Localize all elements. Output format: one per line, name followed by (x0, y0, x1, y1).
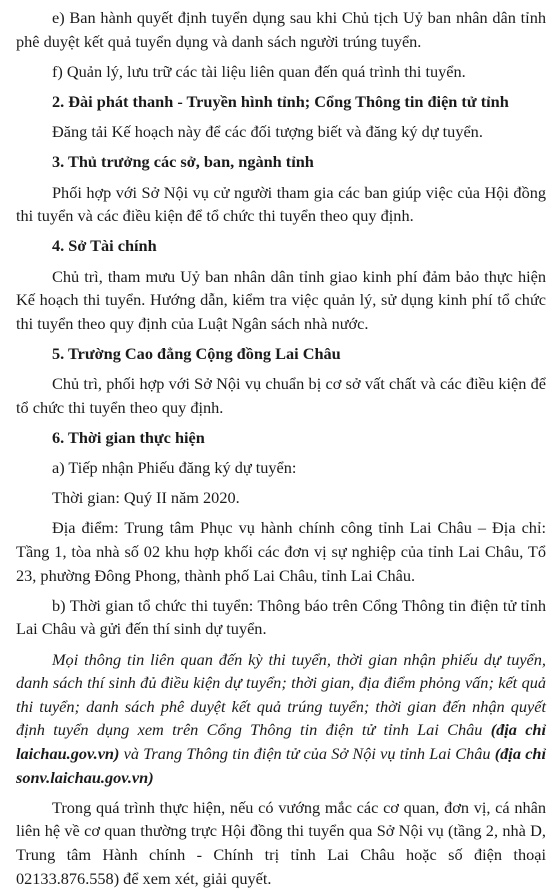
notice-link-sonv: (địa chỉ sonv.laichau.gov.vn) (16, 743, 546, 787)
paragraph-6-time: Thời gian: Quý II năm 2020. (52, 488, 240, 508)
notice-text-1: Mọi thông tin liên quan đến kỳ thi tuyển, thời gian nhận phiếu dự tuyển, danh sách thí sinh đủ điều kiện dự tuyển; thời gian, địa điểm phỏng vấn; kết quả thi tuyển; danh sách phê duyệt kết quả trúng tuyển; thời gian đến nhận quyết định tuyển dụng xem trên Cổng Thông tin điện tử tỉnh Lai Châu (16, 649, 546, 740)
paragraph-6b: b) Thời gian tổ chức thi tuyển: Thông báo trên Cổng Thông tin điện tử tỉnh Lai Châu và gửi đến thí sinh dự tuyển. (16, 595, 546, 639)
heading-section-6: 6. Thời gian thực hiện (52, 427, 205, 447)
notice-link-laichau: (địa chỉ laichau.gov.vn) (16, 720, 546, 763)
heading-section-5: 5. Trường Cao đẳng Cộng đồng Lai Châu (52, 343, 341, 363)
paragraph-italic-notice (16, 648, 546, 790)
paragraph-section-4: Chủ trì, tham mưu Uỷ ban nhân dân tỉnh giao kinh phí đảm bảo thực hiện Kế hoạch thi tuyển. Hướng dẫn, kiểm tra việc quản lý, sử dụng kinh phí tổ chức thi tuyển theo quy định của Luật Ngân sách nhà nước. (16, 266, 546, 333)
paragraph-section-2: Đăng tải Kế hoạch này để các đối tượng biết và đăng ký dự tuyển. (52, 122, 483, 142)
paragraph-section-3: Phối hợp với Sở Nội vụ cử người tham gia các ban giúp việc của Hội đồng thi tuyển và các điều kiện để tổ chức thi tuyển theo quy định. (16, 182, 546, 226)
notice-text-2: và Trang Thông tin điện tử của Sở Nội vụ tỉnh Lai Châu (119, 743, 495, 763)
paragraph-e: e) Ban hành quyết định tuyển dụng sau khi Chủ tịch Uỷ ban nhân dân tỉnh phê duyệt kết quả tuyển dụng và danh sách người trúng tuyển. (16, 8, 546, 51)
paragraph-final: Trong quá trình thực hiện, nếu có vướng mắc các cơ quan, đơn vị, cá nhân liên hệ về cơ quan thường trực Hội đồng thi tuyển qua Sở Nội vụ (tầng 2, nhà D, Trung tâm Hành chính - Chính trị tỉnh Lai Châu hoặc số điện thoại 02133.876.558) để xem xét, giải quyết. (16, 797, 546, 888)
paragraph-6a: a) Tiếp nhận Phiếu đăng ký dự tuyển: (52, 458, 297, 478)
paragraph-section-5: Chủ trì, phối hợp với Sở Nội vụ chuẩn bị cơ sở vất chất và các điều kiện để tổ chức thi tuyển theo quy định. (16, 374, 546, 417)
paragraph-f: f) Quản lý, lưu trữ các tài liệu liên quan đến quá trình thi tuyển. (52, 61, 466, 81)
paragraph-6-place: Địa điểm: Trung tâm Phục vụ hành chính công tỉnh Lai Châu – Địa chỉ: Tầng 1, tòa nhà số 02 khu hợp khối các đơn vị sự nghiệp của tỉnh Lai Châu, Tổ 23, phường Đông Phong, thành phố Lai Châu, tỉnh Lai Châu. (16, 518, 546, 585)
heading-section-2: 2. Đài phát thanh - Truyền hình tỉnh; Cổng Thông tin điện tử tỉnh (52, 91, 509, 111)
heading-section-4: 4. Sở Tài chính (52, 236, 157, 256)
heading-section-3: 3. Thủ trưởng các sở, ban, ngành tỉnh (52, 152, 314, 172)
